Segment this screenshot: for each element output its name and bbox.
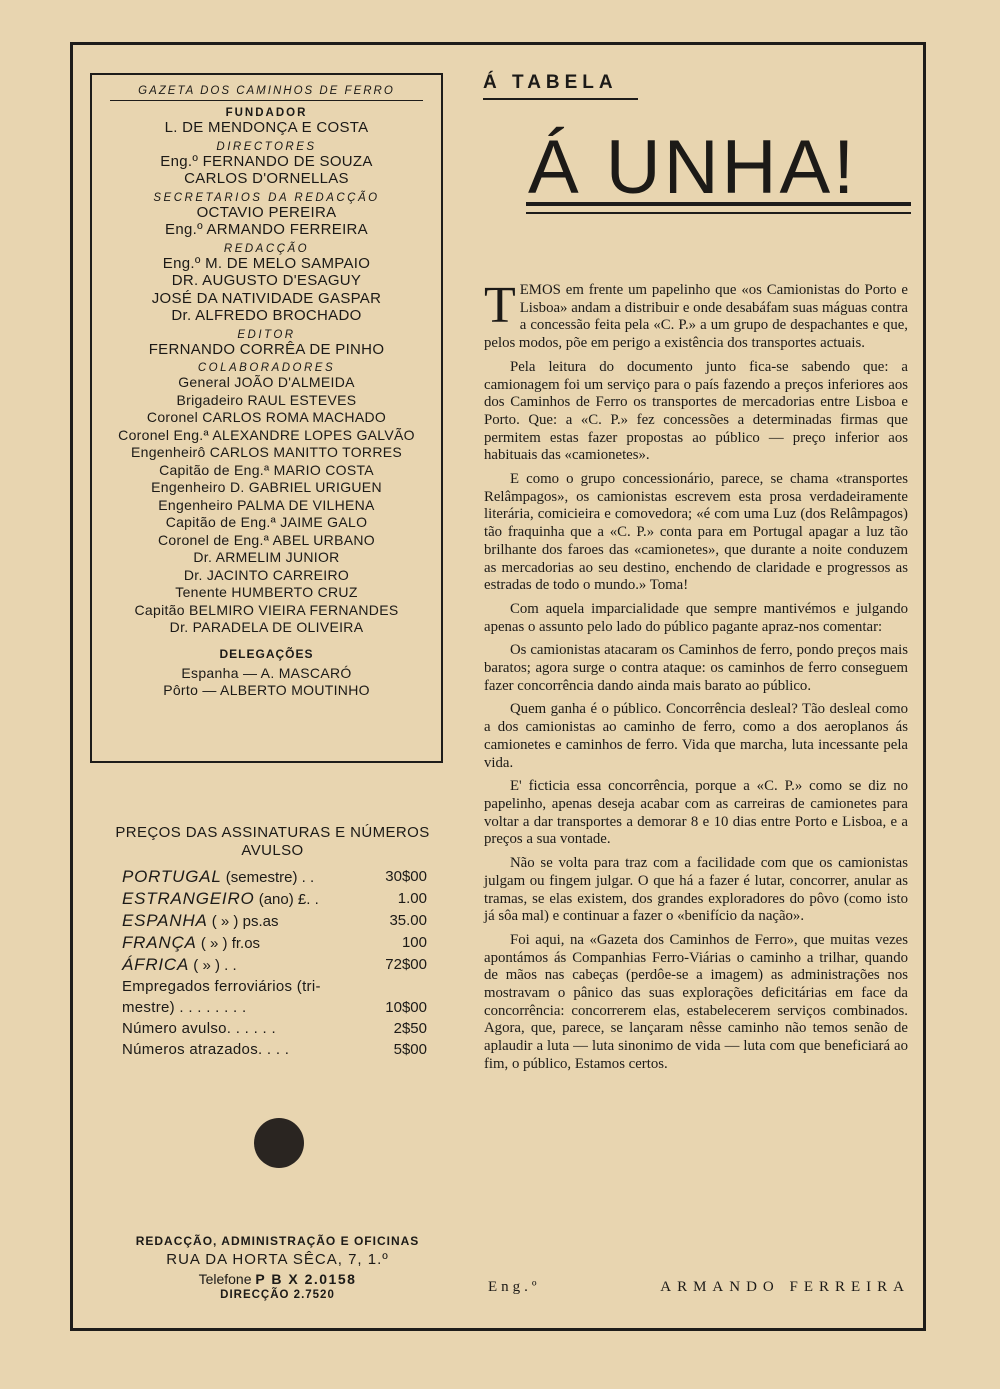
price-row-empregados-cont: mestre) . . . . . . . . 10$00 (122, 999, 427, 1016)
colaborador-name: General JOÃO D'ALMEIDA (178, 374, 355, 390)
colaborador-name: Dr. JACINTO CARREIRO (183, 566, 350, 583)
secretarios-label: SECRETARIOS DA REDACÇÃO (153, 191, 380, 204)
ink-dot (254, 1118, 304, 1168)
headline-rule-thick (526, 202, 911, 206)
editor-label: EDITOR (237, 328, 296, 341)
secretario-name: OCTAVIO PEREIRA (196, 203, 337, 221)
colaborador-name: Tenente HUMBERTO CRUZ (175, 584, 358, 600)
delegacoes-label: DELEGAÇÕES (219, 646, 314, 661)
article-paragraph: Com aquela imparcialidade que sempre mantivémos e julgando apenas o assunto pelo lado do público pagante apraz-nos comentar: (484, 600, 908, 635)
colaborador-name: Dr. PARADELA DE OLIVEIRA (169, 619, 364, 635)
colaborador-name: Coronel CARLOS ROMA MACHADO (146, 409, 387, 425)
article-signature (488, 1279, 910, 1296)
price-row: ESPANHA ( » ) ps.as 35.00 (122, 911, 427, 930)
article-body (484, 277, 908, 1080)
article-paragraph: TEMOS em frente um papelinho que «os Camionistas do Porto e Lisboa» andam a distribuir e onde desabáfam suas máguas contra a concessão feita pela «C. P.» a um grupo de despachantes e que, pelos modos, põe em perigo a existência dos transportes actuais. (484, 277, 908, 352)
colaborador-name: Capitão de Eng.ª JAIME GALO (165, 514, 368, 530)
colaborador-name: Coronel de Eng.ª ABEL URBANO (158, 531, 375, 548)
colaborador-name: Engenheirô CARLOS MANITTO TORRES (130, 444, 403, 460)
price-row-avulso: Número avulso. . . . . . 2$50 (122, 1020, 427, 1037)
colaborador-name: Engenheiro D. GABRIEL URIGUEN (151, 479, 382, 495)
delegacao: Pôrto — ALBERTO MOUTINHO (163, 682, 370, 698)
colaborador-name: Coronel Eng.ª ALEXANDRE LOPES GALVÃO (118, 426, 415, 443)
colaborador-name: Capitão de Eng.ª MARIO COSTA (159, 461, 374, 478)
article-paragraph: E como o grupo concessionário, parece, se chama «transportes Relâmpagos», os camionistas escrevem esta prosa verdadeiramente literária, comicieira e comovedora; «é com uma Luz (dos Relâmpagos) tão fraquinha que a «C. P.» conta para em Portugal apagar a luz tão brilhante dos faroes das «camionetes», que durante a noite conduzem as mercadorias ao seu destino, enchendo de claridade e progressos as estradas de todo o mundo.» Toma! (484, 471, 908, 594)
masthead-box (90, 73, 443, 763)
fundador-label: FUNDADOR (225, 107, 308, 119)
redaccao-name: DR. AUGUSTO D'ESAGUY (171, 272, 362, 289)
price-row: FRANÇA ( » ) fr.os 100 (122, 933, 427, 952)
article-paragraph: Os camionistas atacaram os Caminhos de ferro, pondo preços mais baratos; agora surge o contra ataque: os caminhos de ferro conseguem fazer concorrência dando ainda mais barato ao público. (484, 642, 908, 694)
colaborador-name: Capitão BELMIRO VIEIRA FERNANDES (134, 601, 399, 618)
redaccao-label: REDACÇÃO (223, 242, 310, 255)
section-title: Á TABELA (483, 72, 618, 93)
headline-rule-thin (526, 212, 911, 214)
article-paragraph: E' ficticia essa concorrência, porque a «C. P.» como se diz no papelinho, apenas deseja acabar com as carreiras de camionetes para voltar a dar transportes a demorar 8 e 10 dias entre Porto e Lisboa, e a preços a sua vontade. (484, 778, 908, 848)
headline: Á UNHA! (528, 125, 858, 210)
directores-label: DIRECTORES (216, 140, 317, 153)
address-block (100, 1234, 455, 1301)
colaboradores-label: COLABORADORES (197, 362, 336, 374)
redaccao-name: Dr. ALFREDO BROCHADO (171, 307, 362, 324)
address-offices: REDACÇÃO, ADMINISTRAÇÃO E OFICINAS (135, 1234, 420, 1248)
director-name: CARLOS D'ORNELLAS (184, 170, 349, 187)
price-row: PORTUGAL (semestre) . . 30$00 (122, 867, 427, 886)
address-street: RUA DA HORTA SÊCA, 7, 1.º (166, 1251, 389, 1268)
section-underline (483, 98, 638, 100)
price-row-atrazados: Números atrazados. . . . 5$00 (122, 1041, 427, 1058)
price-row-empregados: Empregados ferroviários (tri- (122, 978, 321, 995)
redaccao-name: Eng.º M. DE MELO SAMPAIO (162, 254, 371, 272)
address-direccao: DIRECÇÃO 2.7520 (220, 1289, 335, 1301)
signature-title: Eng.º (488, 1279, 541, 1295)
colaborador-name: Engenheiro PALMA DE VILHENA (158, 496, 375, 513)
article-paragraph: Foi aqui, na «Gazeta dos Caminhos de Ferro», que muitas vezes apontámos ás Companhias Ferro-Viárias o caminho a trilhar, quando de mãos nas cabeças (perdôe-se a imagem) as administrações nos mostravam o pânico das suas explorações deficitárias em face da concorrência: concorrerem elas, estabelecerem serviços combinados. Agora, que, parece, se lançaram nêsse caminho não temos senão de aplaudir a luta — luta sinonimo de vida — luta com que beneficiará ao fim, o público, Estamos certos. (484, 931, 908, 1072)
director-name: Eng.º FERNANDO DE SOUZA (160, 152, 373, 170)
secretario-name: Eng.º ARMANDO FERREIRA (165, 221, 368, 238)
prices-heading: PREÇOS DAS ASSINATURAS E NÚMEROS (115, 824, 430, 841)
address-phone: Telefone P B X 2.0158 (198, 1271, 357, 1287)
signature-name: ARMANDO FERREIRA (660, 1279, 910, 1295)
editor-name: FERNANDO CORRÊA DE PINHO (148, 340, 385, 358)
delegacao: Espanha — A. MASCARÓ (181, 664, 352, 681)
drop-cap: T (484, 277, 516, 334)
subscription-prices (100, 824, 445, 1060)
masthead-title: GAZETA DOS CAMINHOS DE FERRO (110, 85, 423, 101)
prices-heading-cont: AVULSO (241, 842, 304, 859)
fundador-name: L. DE MENDONÇA E COSTA (164, 119, 369, 136)
redaccao-name: JOSÉ DA NATIVIDADE GASPAR (151, 289, 382, 307)
price-row: ÁFRICA ( » ) . . 72$00 (122, 955, 427, 974)
colaborador-name: Dr. ARMELIM JUNIOR (193, 549, 340, 565)
article-paragraph: Quem ganha é o público. Concorrência desleal? Tão desleal como a dos camionistas ao caminho de ferro, como a dos aeroplanos ás camionetes e caminhos de ferro. Vida que marcha, luta incessante pela vida. (484, 701, 908, 771)
article-paragraph: Pela leitura do documento junto fica-se sabendo que: a camionagem foi um serviço para o país fazendo a preços inferiores aos dos Caminhos de Ferro os transportes de mercadorias entre Lisboa e Porto. Que: a «C. P.» fez concessões a determinadas firmas que permitem estas fazer propostas ao público — preço inferior aos habituais das «camionetes». (484, 358, 908, 464)
price-row: ESTRANGEIRO (ano) £. . 1.00 (122, 889, 427, 908)
colaborador-name: Brigadeiro RAUL ESTEVES (176, 391, 357, 408)
article-paragraph: Não se volta para traz com a facilidade com que os camionistas julgam ou fingem julgar. O que há a fazer é lutar, concorrer, anular as tramas, se elas existem, dos grandes exploradores do pôvo (como isto já sôa mal) e continuar a fazer o «benifício da nação». (484, 855, 908, 925)
